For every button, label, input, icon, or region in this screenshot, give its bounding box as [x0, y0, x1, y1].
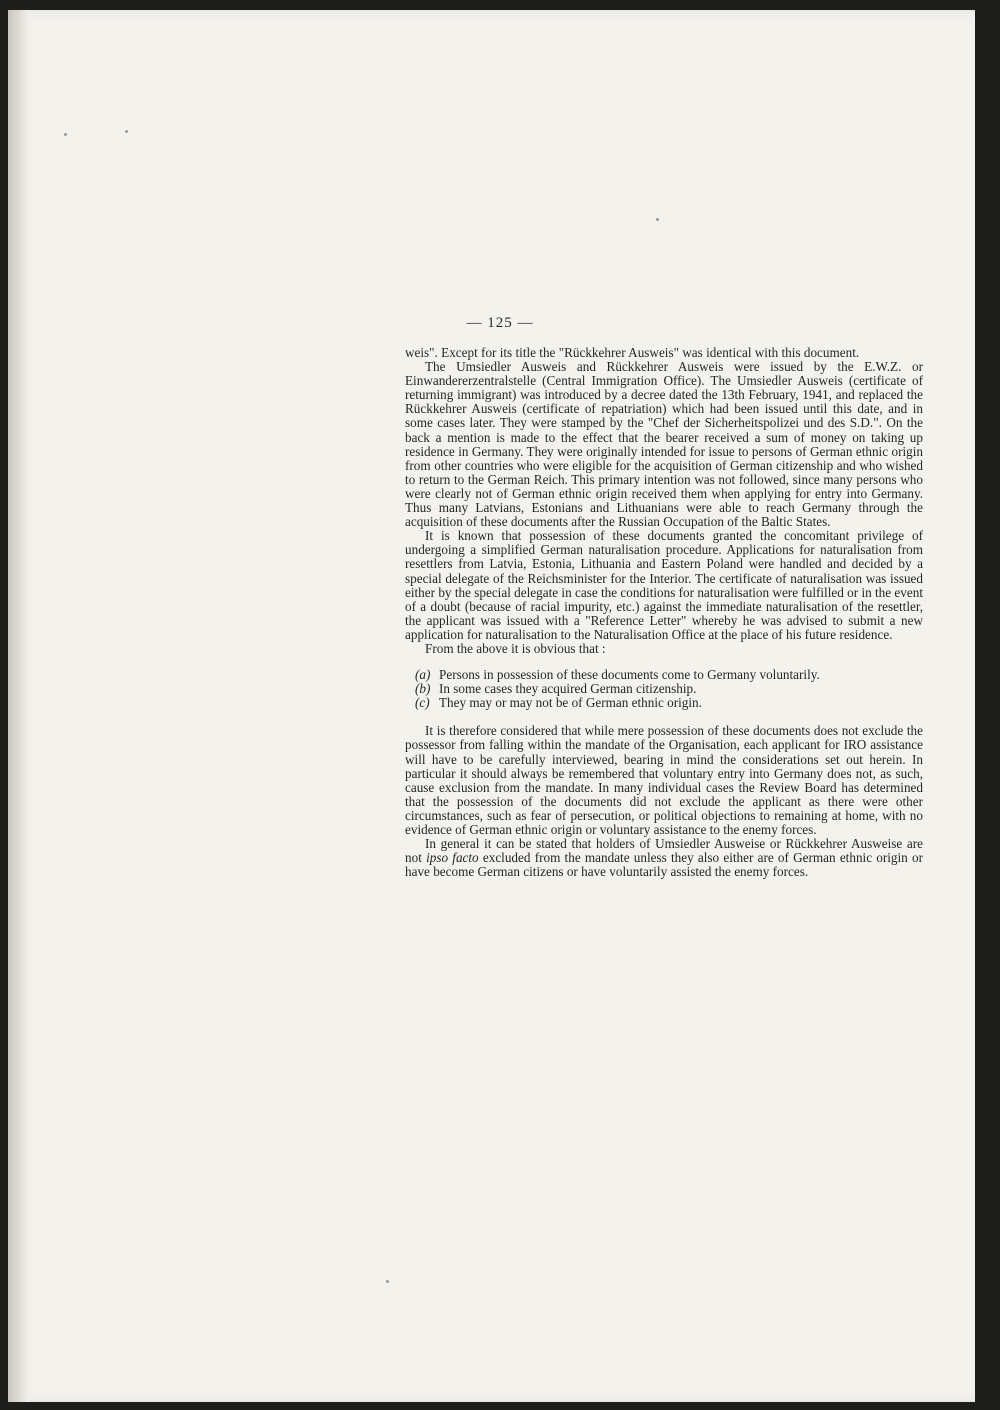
list-marker: (a): [415, 667, 431, 683]
list-item-text: In some cases they acquired German citizenship.: [439, 681, 697, 697]
list-marker: (c): [415, 695, 430, 711]
paragraph-conclusion-intro: From the above it is obvious that :: [425, 640, 606, 656]
paragraph-text: excluded from the mandate unless they also either are of German ethnic origin or have become German citizens or have voluntarily assisted the enemy forces.: [405, 850, 923, 880]
paragraph-umsiedler-ausweis: The Umsiedler Ausweis and Rückkehrer Ausweis were issued by the E.W.Z. or Einwandererzentralstelle (Central Immigration Office). The Umsiedler Ausweis (certificate of returning immigrant) was introduced by a decree dated the 13th February, 1941, and replaced the Rückkehrer Ausweis (certificate of repatriation) which had been issued until this date, and in some cases later. They were stamped by the "Chef der Sicherheitspolizei und des S.D.". On the back a mention is made to the effect that the bearer received a sum of money on taking up residence in Germany. They were originally intended for issue to persons of German ethnic origin from other countries who were eligible for the acquisition of German citizenship and who wished to return to the German Reich. This primary intention was not followed, since many persons who were clearly not of German ethnic origin received them when applying for entry into Germany. Thus many Latvians, Estonians and Lithuanians were able to reach Germany through the acquisition of these documents after the Russian Occupation of the Baltic States.: [405, 359, 923, 530]
latin-phrase: ipso facto: [426, 850, 479, 866]
list-item-text: They may or may not be of German ethnic origin.: [439, 695, 702, 711]
paragraph-naturalisation: It is known that possession of these documents granted the concomitant privilege of undergoing a simplified German naturalisation procedure. Applications for naturalisation from resettlers from Latvia, Estonia, Lithuania and Eastern Poland were handled and decided by a special delegate of the Reichsminister for the Interior. The certificate of naturalisation was issued either by the special delegate in case the conditions for naturalisation were fulfilled or in the event of a doubt (because of racial impurity, etc.) against the immediate naturalisation of the resettler, the applicant was issued with a "Reference Letter" whereby he was advised to submit a new application for naturalisation to the Naturalisation Office at the place of his future residence.: [405, 528, 923, 642]
paper-speck: [656, 218, 659, 221]
page-spine-shadow: [8, 10, 30, 1402]
list-marker: (b): [415, 681, 431, 697]
paper-speck: [125, 130, 128, 133]
paragraph-text: In general it can be stated that holders of Umsiedler Ausweise or Rückkehrer Ausweise are not: [405, 836, 923, 866]
list-item-text: Persons in possession of these documents come to Germany voluntarily.: [439, 667, 820, 683]
list-item: [405, 682, 923, 696]
paper-speck: [64, 133, 67, 136]
paragraph-general-statement: [405, 837, 923, 879]
list-item: [405, 668, 923, 682]
conclusion-list: [405, 668, 923, 710]
paragraph-continuation: weis". Except for its title the "Rückkehrer Ausweis" was identical with this document.: [405, 345, 860, 360]
paragraph-iro-assistance: It is therefore considered that while mere possession of these documents does not exclude the possessor from falling within the mandate of the Organisation, each applicant for IRO assistance will have to be carefully interviewed, bearing in mind the considerations set out herein. In particular it should always be remembered that voluntary entry into Germany does not, as such, cause exclusion from the mandate. In many individual cases the Review Board has determined that the possession of the documents did not exclude the applicant as there were other circumstances, such as fear of persecution, or political objections to remaining at home, with no evidence of German ethnic origin or voluntary assistance to the enemy forces.: [405, 723, 923, 837]
body-text: [405, 346, 923, 879]
show-through-from-reverse: [248, 370, 408, 1090]
list-item: [405, 696, 923, 710]
paper-speck: [386, 1280, 389, 1283]
page-number: — 125 —: [466, 315, 534, 331]
